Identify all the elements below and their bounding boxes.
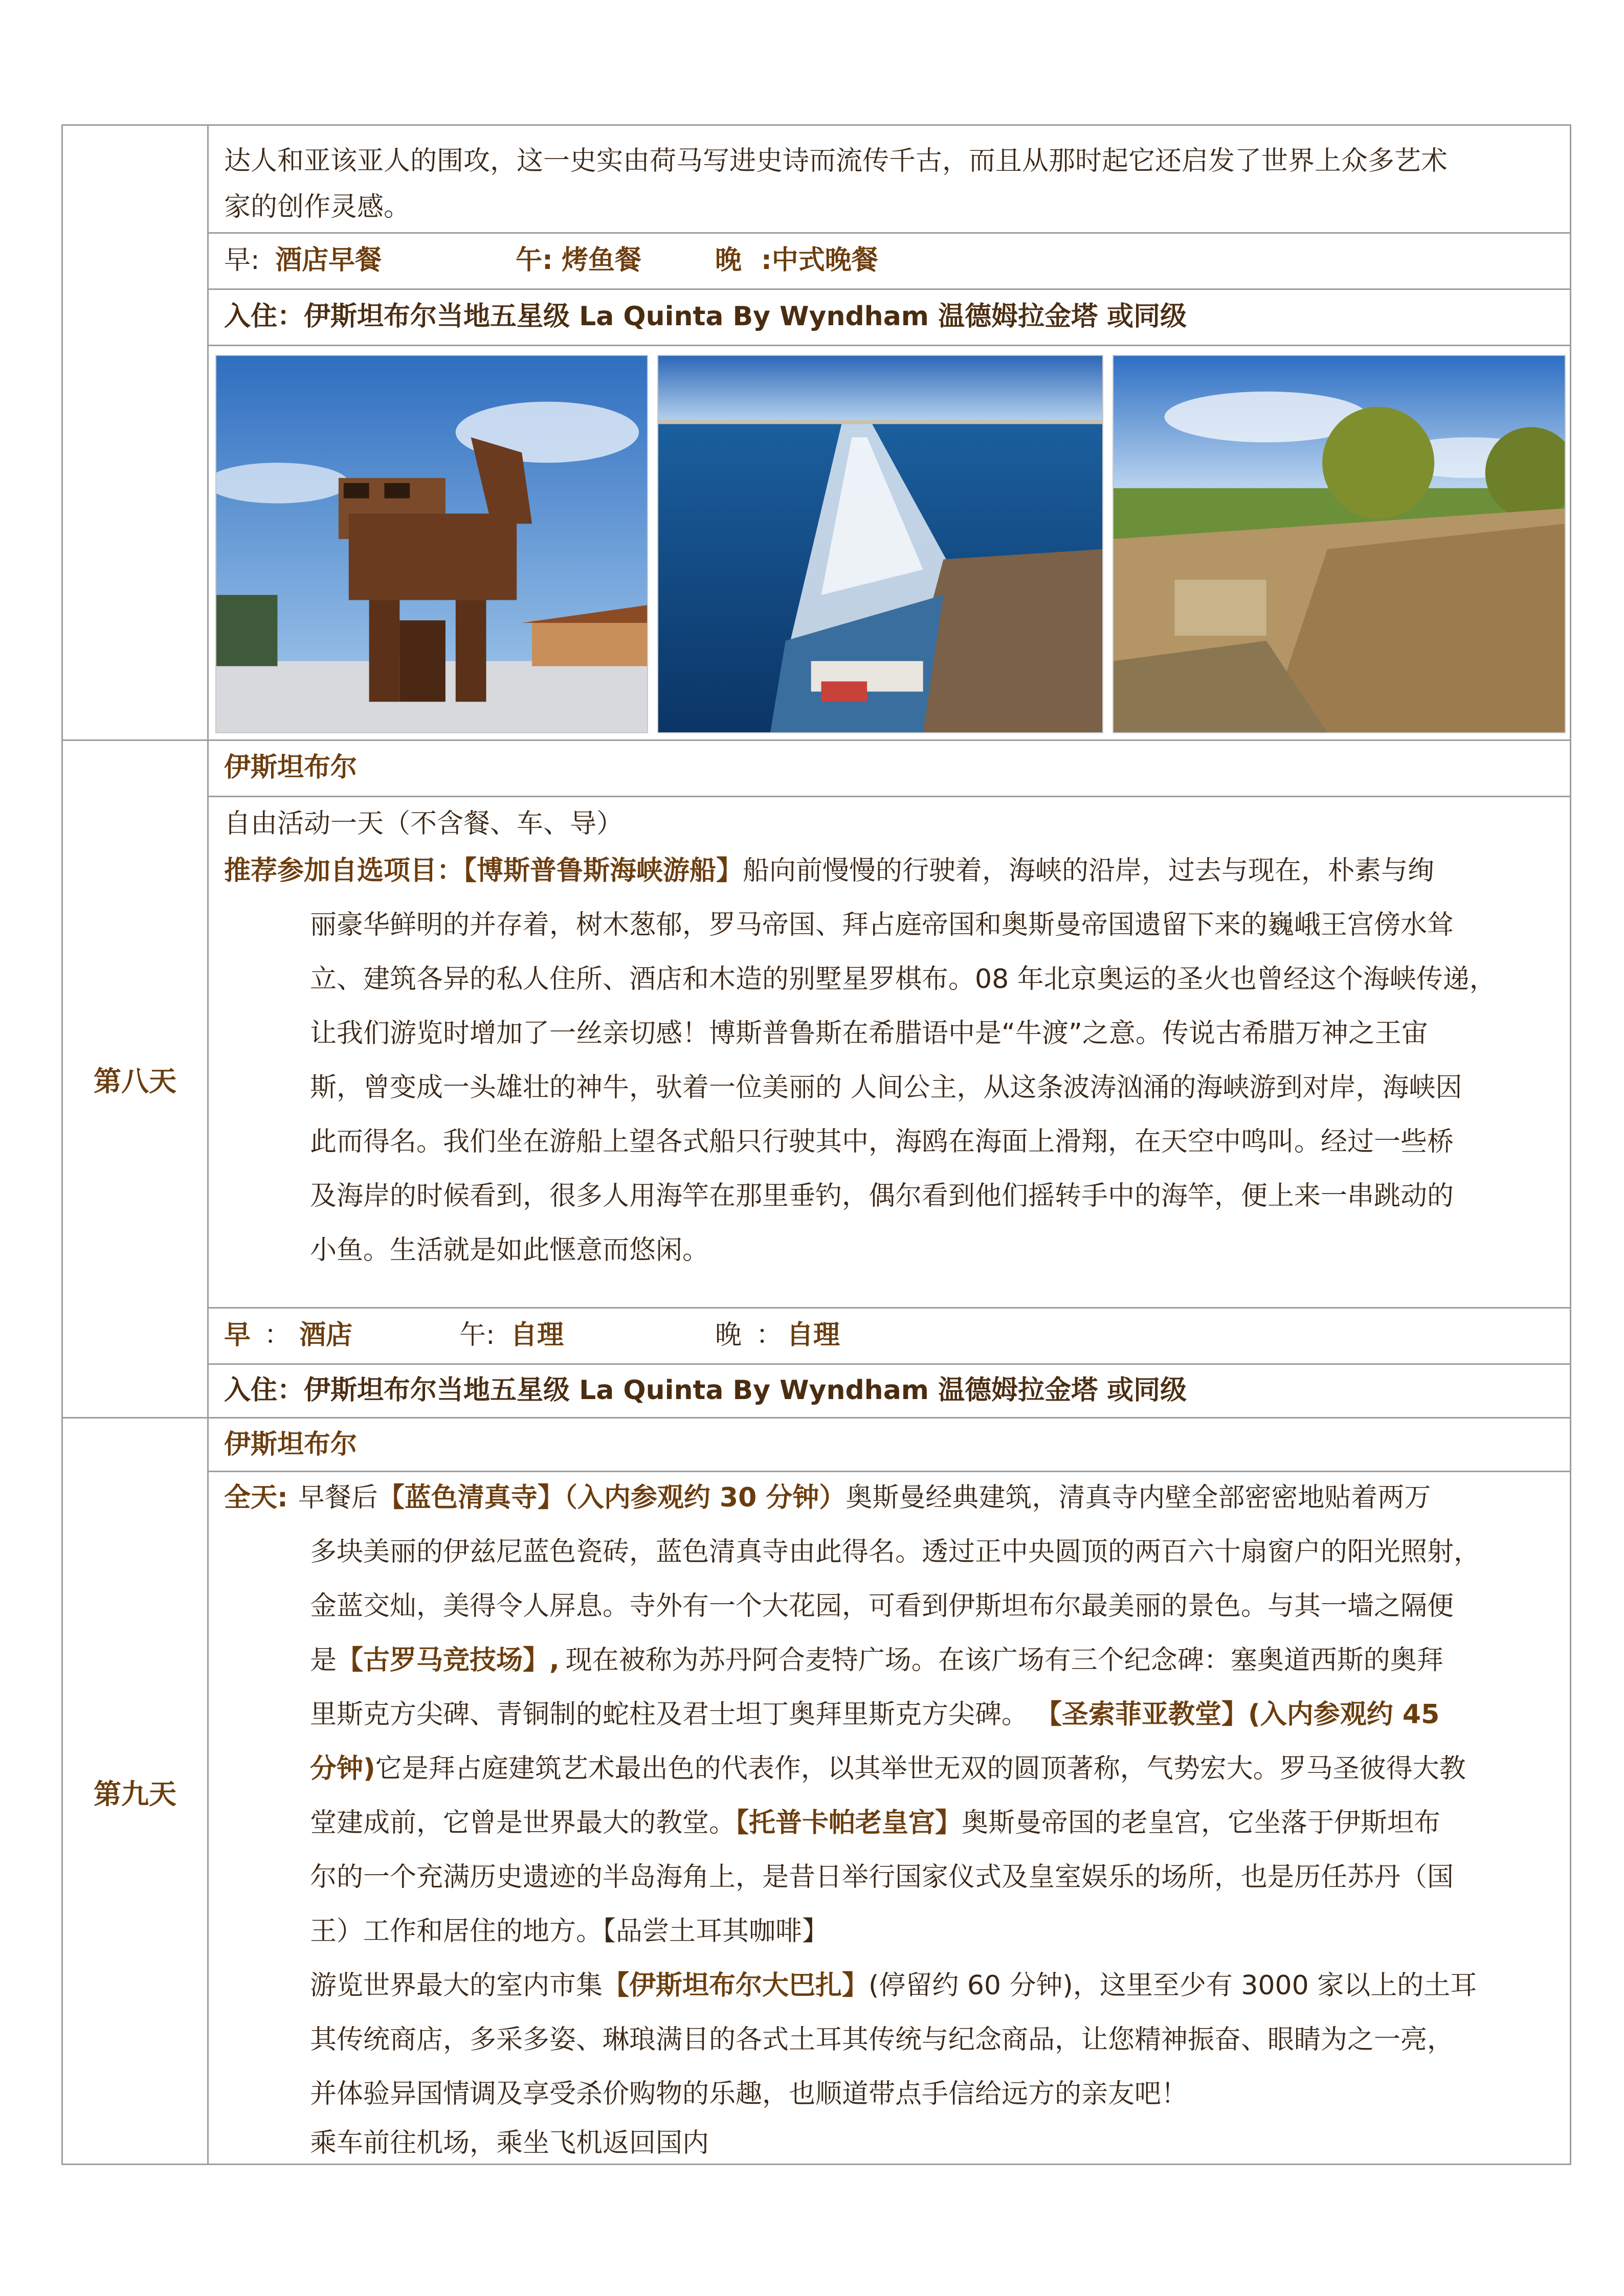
city-title: 伊斯坦布尔: [224, 752, 358, 783]
trojan-horse-photo: [215, 355, 648, 733]
free-day-note: 自由活动一天（不含餐、车、导）: [224, 808, 624, 839]
all-day-label: 全天:: [224, 1482, 288, 1513]
itinerary-table: [61, 124, 1571, 2165]
breakfast-value: 酒店: [299, 1320, 353, 1350]
description-line: 斯，曾变成一头雄壮的神牛，驮着一位美丽的 人间公主，从这条波涛汹涌的海峡游到对岸，海峡因: [310, 1072, 1462, 1103]
description-line: 其传统商店，多采多姿、琳琅满目的各式土耳其传统与纪念商品，让您精神振奋、眼睛为之一亮，: [310, 2024, 1454, 2055]
description-line: 乘车前往机场，乘坐飞机返回国内: [310, 2128, 709, 2158]
description-text: 奥斯曼经典建筑，清真寺内壁全部密密地贴着两万: [846, 1482, 1431, 1513]
description-text: 奥斯曼帝国的老皇宫，它坐落于伊斯坦布: [962, 1808, 1441, 1838]
day-label: 第八天: [94, 1065, 176, 1097]
meal-separator: ：: [756, 1320, 783, 1350]
day-divider: [63, 739, 1570, 741]
optional-tour-line: [224, 853, 1434, 889]
description-text: 它是拜占庭建筑艺术最出色的代表作，以其举世无双的圆顶著称，气势宏大。罗马圣彼得大教: [375, 1753, 1466, 1784]
description-line: 王）工作和居住的地方。【品尝土耳其咖啡】: [310, 1916, 829, 1947]
schedule-line: [224, 1480, 1431, 1516]
description-line: 小鱼。生活就是如此惬意而悠闲。: [310, 1235, 709, 1266]
city-title: 伊斯坦布尔: [224, 1429, 358, 1460]
optional-tour-label: 推荐参加自选项目：: [224, 856, 464, 886]
breakfast-value: 酒店早餐: [275, 245, 382, 276]
description-line: 并体验异国情调及享受杀价购物的乐趣，也顺道带点手信给远方的亲友吧！: [310, 2079, 1188, 2109]
description-text: 游览世界最大的室内市集: [310, 1970, 603, 2001]
attraction-hippodrome: 【古罗马竞技场】,: [337, 1645, 560, 1676]
lunch-label: 午:: [516, 245, 553, 276]
day-label: 第九天: [94, 1777, 176, 1810]
meals-row: [224, 1317, 840, 1353]
description-line: 家的创作灵感。: [224, 192, 411, 222]
row-divider: [207, 796, 1570, 797]
hotel-line: 入住：伊斯坦布尔当地五星级 La Quinta By Wyndham 温德姆拉金塔 或同级: [224, 301, 1187, 332]
attraction-grand-bazaar: 【伊斯坦布尔大巴扎】: [603, 1970, 869, 2001]
attraction-hagia-sophia: 【圣索菲亚教堂】(入内参观约 45: [1049, 1699, 1440, 1730]
description-line: 尔的一个充满历史遗迹的半岛海角上，是昔日举行国家仪式及皇室娱乐的场所，也是历任苏丹（国: [310, 1862, 1454, 1893]
description-text: 早餐后: [298, 1482, 378, 1513]
description-text: 里斯克方尖碑、青铜制的蛇柱及君士坦丁奥拜里斯克方尖碑。: [310, 1699, 1029, 1730]
lunch-value: 自理: [510, 1320, 564, 1350]
column-divider: [207, 126, 209, 2164]
description-line: 达人和亚该亚人的围攻，这一史实由荷马写进史诗而流传千古，而且从那时起它还启发了世界上众多艺术: [224, 146, 1448, 176]
description-text: 是: [310, 1645, 337, 1676]
attraction-blue-mosque: 【蓝色清真寺】（入内参观约 30 分钟）: [377, 1482, 846, 1513]
meal-separator: ：: [264, 1320, 291, 1350]
lunch-value: 烤鱼餐: [562, 245, 642, 276]
row-divider: [207, 1471, 1570, 1472]
dinner-value: 自理: [787, 1320, 840, 1350]
ferry-wake-photo: [657, 355, 1103, 733]
hotel-line: 入住：伊斯坦布尔当地五星级 La Quinta By Wyndham 温德姆拉金塔 或同级: [224, 1375, 1187, 1406]
attraction-topkapi-palace: 【托普卡帕老皇宫】: [736, 1808, 962, 1838]
row-divider: [207, 232, 1570, 234]
day-divider: [63, 1417, 1570, 1419]
breakfast-label: 早: [224, 1320, 251, 1350]
meals-row: [224, 242, 878, 278]
visit-duration: 分钟): [310, 1753, 375, 1784]
troy-ruins-photo: [1113, 355, 1566, 733]
description-text: 堂建成前，它曾是世界最大的教堂。: [310, 1808, 736, 1838]
breakfast-label: 早:: [224, 245, 260, 276]
row-divider: [207, 345, 1570, 346]
description-text: (停留约 60 分钟)，这里至少有 3000 家以上的土耳: [869, 1970, 1477, 2001]
row-divider: [207, 1363, 1570, 1365]
dinner-label: 晚: [715, 1320, 742, 1350]
description-line: [310, 1968, 1477, 2004]
description-line: 让我们游览时增加了一丝亲切感！博斯普鲁斯在希腊语中是“牛渡”之意。传说古希腊万神之王宙: [310, 1018, 1428, 1049]
description-line: [310, 1697, 1439, 1732]
description-line: 立、建筑各异的私人住所、酒店和木造的别墅星罗棋布。08 年北京奥运的圣火也曾经这个海峡传递，: [310, 964, 1496, 995]
description-text: 现在被称为苏丹阿合麦特广场。在该广场有三个纪念碑：塞奥道西斯的奥拜: [565, 1645, 1443, 1676]
dinner-value: :中式晚餐: [761, 245, 878, 276]
row-divider: [207, 1307, 1570, 1309]
dinner-label: 晚: [715, 245, 742, 276]
lunch-label: 午:: [459, 1320, 495, 1350]
description-line: 多块美丽的伊兹尼蓝色瓷砖，蓝色清真寺由此得名。透过正中央圆顶的两百六十扇窗户的阳光照射，: [310, 1537, 1481, 1567]
description-line: [310, 1805, 1440, 1841]
optional-tour-item: 【博斯普鲁斯海峡游船】: [463, 856, 743, 886]
description-line: [310, 1751, 1466, 1787]
description-line: 金蓝交灿，美得令人屏息。寺外有一个大花园，可看到伊斯坦布尔最美丽的景色。与其一墙之隔便: [310, 1591, 1454, 1622]
row-divider: [207, 288, 1570, 290]
description-line: 此而得名。我们坐在游船上望各式船只行驶其中，海鸥在海面上滑翔，在天空中鸣叫。经过一些桥: [310, 1127, 1454, 1157]
description-line: [310, 1642, 1443, 1678]
description-line: 及海岸的时候看到，很多人用海竿在那里垂钓，偶尔看到他们摇转手中的海竿，便上来一串跳动的: [310, 1181, 1454, 1211]
description-text: 船向前慢慢的行驶着，海峡的沿岸，过去与现在，朴素与绚: [743, 856, 1435, 886]
description-line: 丽豪华鲜明的并存着，树木葱郁，罗马帝国、拜占庭帝国和奥斯曼帝国遗留下来的巍峨王宫傍水耸: [310, 910, 1454, 940]
